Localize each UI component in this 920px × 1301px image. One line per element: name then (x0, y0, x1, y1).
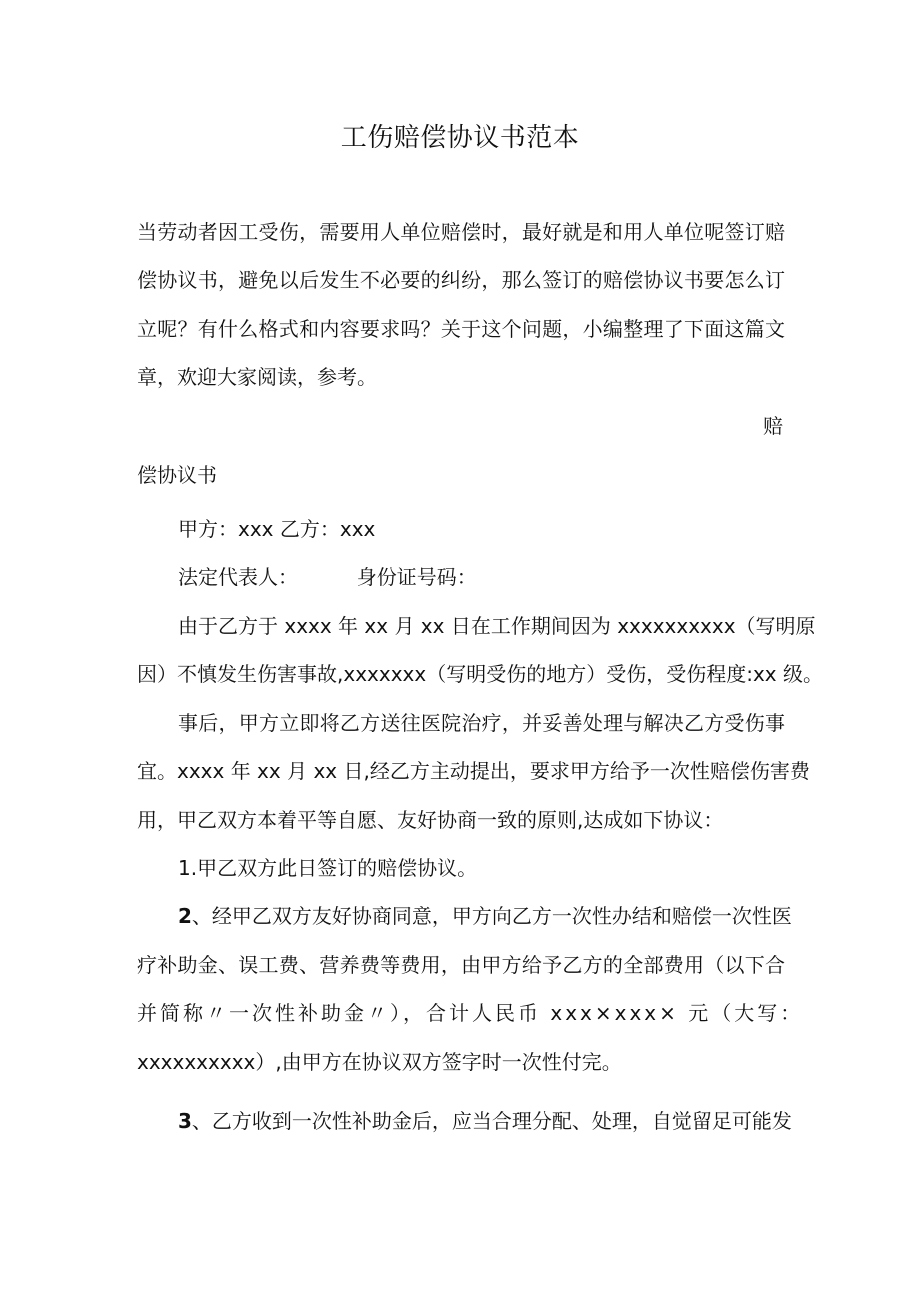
clause3-line-1 (178, 1106, 792, 1136)
intro-line-1: 当劳动者因工受伤，需要用人单位赔偿时，最好就是和用人单位呢签订赔 (137, 220, 785, 244)
intro-line-2: 偿协议书，避免以后发生不必要的纠纷，那么签订的赔偿协议书要怎么订 (137, 268, 785, 292)
para1-line-1: 由于乙方于 xxxx 年 xx 月 xx 日在工作期间因为 xxxxxxxxxx（写明原 (178, 614, 816, 638)
clause-1: 1.甲乙双方此日签订的赔偿协议。 (178, 856, 478, 880)
clause2-line-3: 并简称〃一次性补助金〃），合计人民币 xxx×xxx× 元（大写： (137, 1001, 804, 1025)
clause2-line-2: 疗补助金、误工费、营养费等费用，由甲方给予乙方的全部费用（以下合 (137, 953, 785, 977)
clause2-line-4: xxxxxxxxxx）,由甲方在协议双方签字时一次性付完。 (137, 1050, 622, 1074)
heading-rest: 偿协议书 (137, 463, 217, 487)
intro-line-4: 章，欢迎大家阅读，参考。 (137, 365, 377, 389)
intro-line-3: 立呢？有什么格式和内容要求吗？关于这个问题，小编整理了下面这篇文 (137, 317, 785, 341)
para2-line-1: 事后，甲方立即将乙方送往医院治疗，并妥善处理与解决乙方受伤事 (178, 711, 785, 735)
clause3-text-1: 、乙方收到一次性补助金后，应当合理分配、处理，自觉留足可能发 (191, 1109, 792, 1133)
clause2-number: 2 (178, 904, 192, 928)
clause3-number: 3 (178, 1109, 192, 1133)
para2-line-3: 用，甲乙双方本着平等自愿、友好协商一致的原则,达成如下协议： (137, 808, 724, 832)
legal-rep-label: 法定代表人： (178, 565, 298, 589)
heading-first-char: 赔 (763, 414, 783, 438)
clause2-text-1: 、经甲乙双方友好协商同意，甲方向乙方一次性办结和赔偿一次性医 (191, 904, 792, 928)
document-title: 工伤赔偿协议书范本 (340, 123, 580, 153)
para1-line-2: 因）不慎发生伤害事故,xxxxxxx（写明受伤的地方）受伤，受伤程度:xx 级。 (137, 662, 823, 686)
clause2-line-1 (178, 901, 792, 931)
rep-line (178, 562, 477, 592)
para2-line-2: 宜。xxxx 年 xx 月 xx 日,经乙方主动提出，要求甲方给予一次性赔偿伤害费 (137, 759, 810, 783)
id-number-label: 身份证号码： (356, 565, 477, 589)
party-line: 甲方：xxx 乙方：xxx (178, 517, 376, 541)
